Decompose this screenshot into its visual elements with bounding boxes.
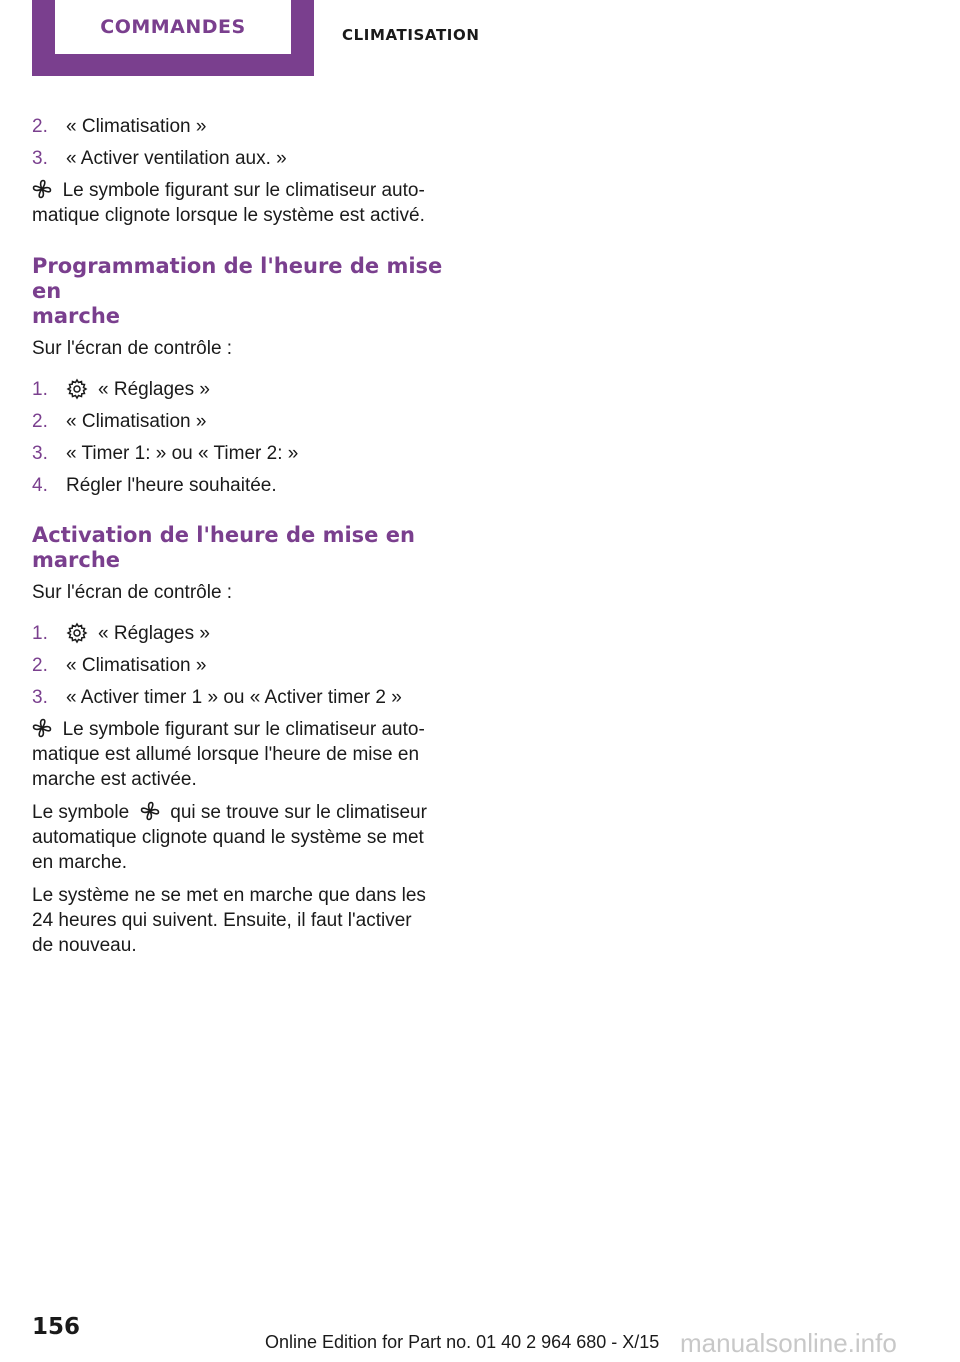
list-item [32, 373, 447, 405]
section-title: Activation de l'heure de mise en marche [32, 523, 415, 572]
list-text: « Climatisation » [66, 654, 207, 676]
list-number: 3. [32, 442, 48, 464]
section-title: Programmation de l'heure de mise en marche [32, 254, 443, 328]
chapter-tab-label: COMMANDES [100, 16, 246, 38]
list-text: « Climatisation » [66, 115, 207, 137]
gear-icon [66, 378, 88, 400]
note-text-line1: Le symbole figurant sur le climatiseur auto‐ [62, 180, 425, 201]
list-text: « Climatisation » [66, 410, 207, 432]
page-content [32, 110, 447, 958]
list-text: « Réglages » [98, 378, 210, 400]
fan-icon [32, 718, 52, 738]
page-number: 156 [32, 1314, 81, 1340]
list-number: 3. [32, 147, 48, 169]
list-number: 2. [32, 410, 48, 432]
note-paragraph [32, 178, 447, 228]
list-number: 2. [32, 115, 48, 137]
list-item [32, 142, 447, 174]
section-intro: Sur l'écran de contrôle : [32, 338, 233, 359]
body-paragraph: Le symbole qui se trouve sur le climatiseur automatique clignote quand le système se met en marche. [32, 802, 427, 873]
list-item [32, 649, 447, 681]
section-intro: Sur l'écran de contrôle : [32, 582, 233, 603]
note-text-line2: matique est allumé lorsque l'heure de mise en [32, 744, 420, 765]
gear-icon [66, 622, 88, 644]
list-text: Régler l'heure souhaitée. [66, 474, 277, 496]
body-paragraph: Le système ne se met en marche que dans les 24 heures qui suivent. Ensuite, il faut l'activer de nouveau. [32, 885, 426, 956]
list-number: 1. [32, 622, 48, 644]
list-text: « Réglages » [98, 622, 210, 644]
list-item [32, 405, 447, 437]
list-text: « Activer timer 1 » ou « Activer timer 2 » [66, 686, 402, 708]
list-text: « Timer 1: » ou « Timer 2: » [66, 442, 299, 464]
list-number: 2. [32, 654, 48, 676]
list-item [32, 469, 447, 501]
list-text: « Activer ventilation aux. » [66, 147, 287, 169]
section-heading: CLIMATISATION [342, 26, 480, 44]
edition-footer: Online Edition for Part no. 01 40 2 964 680 - X/15 [265, 1332, 660, 1352]
list-item [32, 437, 447, 469]
list-number: 1. [32, 378, 48, 400]
chapter-tab[interactable] [55, 0, 291, 54]
list-item [32, 110, 447, 142]
list-number: 4. [32, 474, 48, 496]
list-item [32, 681, 447, 713]
note-text-line3: marche est activée. [32, 769, 197, 790]
watermark: manualsonline.info [680, 1328, 897, 1358]
note-paragraph [32, 717, 447, 792]
fan-icon [32, 179, 52, 199]
note-text-line2: matique clignote lorsque le système est activé. [32, 205, 425, 226]
note-text-line1: Le symbole figurant sur le climatiseur auto‐ [62, 719, 425, 740]
list-number: 3. [32, 686, 48, 708]
fan-icon [140, 801, 160, 821]
list-item [32, 617, 447, 649]
